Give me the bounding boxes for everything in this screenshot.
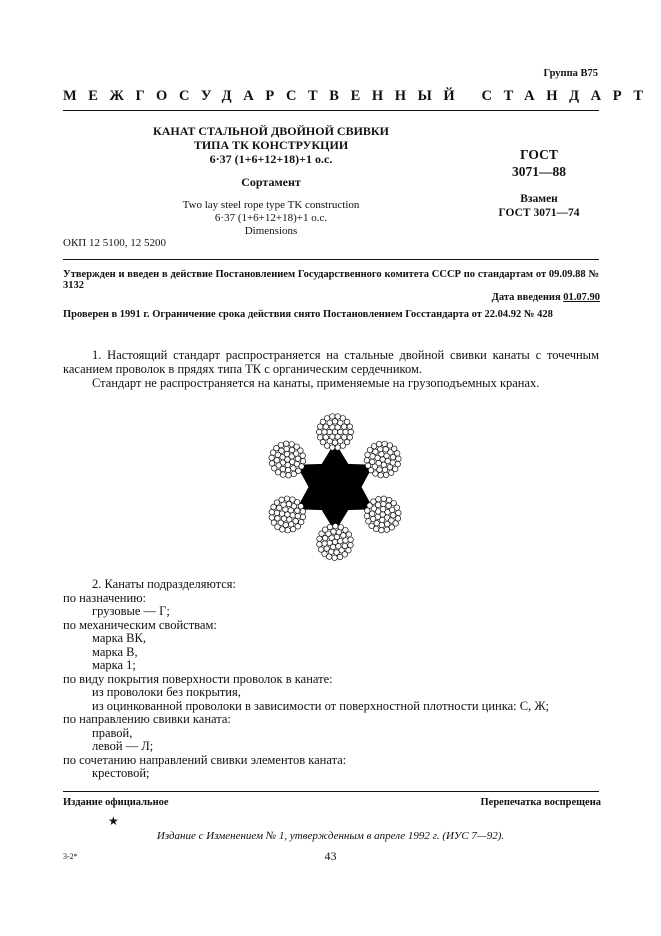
official-edition-label: Издание официальное [63,797,169,808]
rope-wire [343,538,349,544]
rope-wire [338,538,344,544]
rope-wire [274,510,280,516]
rope-wire [269,515,275,521]
rope-wire [396,456,402,462]
list-item: по назначению: [63,590,147,605]
title-english [110,199,432,238]
rope-wire [382,441,388,447]
title-block [110,124,432,238]
rope-wire [284,441,290,447]
rope-wire [327,524,333,530]
rope-wire [332,440,338,446]
rope-wire [269,455,275,461]
gost-replace-number: ГОСТ 3071—74 [498,207,580,219]
clause-2-list [63,578,549,781]
rope-cross-section-figure [264,400,406,574]
rope-wire [322,541,328,547]
list-item: по сочетанию направлений свивки элементов каната: [63,752,347,767]
rope-core [303,450,367,524]
interstate-standard-heading: МЕЖГОСУДАРСТВЕННЫЙ СТАНДАРТ [63,88,655,104]
rope-wire [317,542,323,548]
rope-wire [381,496,387,502]
rope-wire [284,496,290,502]
list-item: крестовой; [92,766,150,780]
rope-wire [394,451,400,457]
rope-wire [279,497,285,503]
approval-statement: Утвержден и введен в действие Постановлением Государственного комитета СССР по стандартам от 09.09.88 № 3132 [63,269,599,291]
rope-wire [378,446,384,452]
checked-statement: Проверен в 1991 г. Ограничение срока действия снято Постановлением Госстандарта от 22.04.92 № 428 [63,309,553,320]
okp-rule [63,259,599,260]
rope-wire [365,463,371,469]
rope-wire [335,414,341,420]
gost-designation [476,146,602,220]
rope-wire [381,501,387,507]
clause-1-text: 1. Настоящий стандарт распространяется на стальные двойной свивки канаты с точечным касанием проволок в прядях типа ТК с органическим сердечником. [63,348,599,376]
rope-wire [379,451,385,457]
list-item: по направлению свивки каната: [63,712,231,726]
rope-wire [271,520,277,526]
rope-wire [330,414,336,420]
list-item: левой — Л; [92,739,154,753]
rope-strand [269,441,306,478]
title-line-3: 6·37 (1+6+12+18)+1 о.с. [209,152,333,166]
rope-wire [316,429,322,435]
rope-wire [295,513,301,519]
rope-wire [317,536,323,542]
rope-wire [317,435,323,441]
rope-wire [318,547,324,553]
reprint-prohibited-label: Перепечатка воспрещена [480,797,601,808]
gost-label: ГОСТ [520,147,558,162]
rope-wire [285,528,291,534]
header-rule [63,110,599,111]
rope-wire [300,458,306,464]
rope-wire [330,445,336,451]
rope-wire [394,505,400,511]
list-item: марка ВК, [92,631,146,645]
rope-wire [371,443,377,449]
rope-wire [285,467,291,473]
rope-wire [395,516,401,522]
list-item: правой, [92,725,133,740]
rope-wire [388,470,394,476]
rope-wire [383,472,389,478]
rope-strand [364,496,401,533]
rope-wire [295,524,301,530]
list-item: марка В, [92,644,138,659]
rope-wire [337,554,343,560]
rope-wire [291,466,297,472]
title-english-line-2: 6·37 (1+6+12+18)+1 o.c. [214,212,328,224]
rope-wire [347,424,353,430]
title-line-2: ТИПА ТК КОНСТРУКЦИИ [193,138,349,152]
footer-rule [63,791,599,792]
group-code: Группа В75 [543,68,598,79]
rope-wire [291,471,297,477]
rope-wire [376,497,382,503]
rope-wire [278,442,284,448]
rope-wire [300,509,306,514]
rope-wire [322,429,328,435]
title-english-line-3: Dimensions [244,225,298,237]
okp-code: ОКП 12 5100, 12 5200 [63,237,166,249]
rope-wire [269,509,275,514]
rope-wire [324,546,330,551]
rope-wire [364,513,370,519]
rope-wire [382,467,388,473]
rope-wire [348,429,354,435]
rope-wire [379,522,385,528]
list-item: 2. Канаты подразделяются: [92,577,237,591]
list-item: по механическим свойствам: [63,617,217,632]
gost-replace-label: Взамен [520,193,558,205]
rope-wire [293,518,299,524]
star-icon: ★ [108,814,119,828]
title-line-1: КАНАТ СТАЛЬНОЙ ДВОЙНОЙ СВИВКИ [153,124,389,138]
rope-wire [381,462,387,468]
rope-wire [298,504,304,510]
rope-strand [269,496,306,533]
rope-wire [379,528,385,534]
rope-wire [298,448,304,454]
rope-wire [348,537,354,543]
rope-wire [396,510,402,516]
gost-replaces [476,192,602,220]
rope-wire [284,446,290,452]
rope-strand [316,414,353,451]
amendment-note: Издание с Изменением № 1, утвержденным в апреле 1992 г. (ИУС 7—92). [156,830,505,842]
rope-wire [269,461,275,467]
rope-wire [343,429,349,435]
title-english-line-1: Two lay steel rope type TK construction [182,199,360,211]
rope-wire [348,542,354,548]
introduction-date [492,292,600,303]
rope-wire [332,555,338,561]
introduction-date-value: 01.07.90 [563,292,600,303]
list-item: грузовые — Г; [92,604,170,618]
introduction-date-label: Дата введения [491,292,561,303]
rope-wire [332,419,338,425]
rope-wire [300,453,306,459]
rope-wire [286,473,292,479]
rope-wire [300,514,306,520]
rope-wire [335,445,341,451]
rope-wire [333,523,339,529]
rope-wire [341,533,347,539]
rope-wire [346,548,352,554]
rope-wire [324,416,330,422]
rope-wire [340,443,346,449]
rope-wire [384,527,390,533]
sheet-mark: 3-2* [63,852,78,861]
rope-strand [317,523,354,560]
page-number: 43 [324,849,337,863]
list-item: по виду покрытия поверхности проволок в канате: [63,671,333,686]
gost-number: 3071—88 [512,164,566,179]
rope-strand [364,441,401,478]
clause-1-exclusion: Стандарт не распространяется на канаты, применяемые на грузоподъемных кранах. [92,376,540,390]
rope-wire [346,532,352,538]
rope-wire [366,519,372,525]
title-sortament: Сортамент [241,175,301,189]
rope-wire [364,458,370,464]
list-item: из проволоки без покрытия, [92,685,241,699]
rope-wire [272,466,278,472]
list-item: марка 1; [92,658,136,672]
list-item: из оцинкованной проволоки в зависимости от поверхностной плотности цинка: С, Ж; [92,698,550,713]
rope-wire [279,448,285,454]
rope-wire [290,513,296,519]
rope-wire [376,441,382,447]
rope-wire [378,472,384,478]
